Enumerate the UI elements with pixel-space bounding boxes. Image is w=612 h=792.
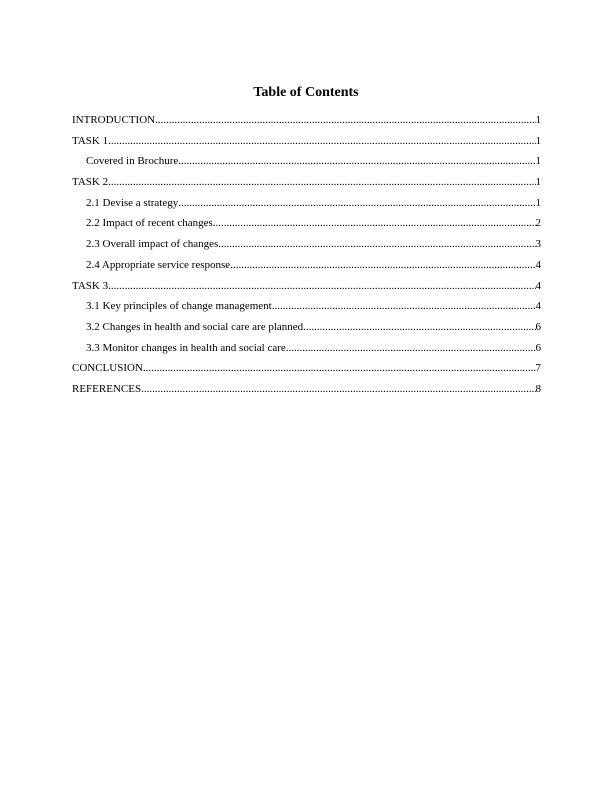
toc-entry-2-1[interactable] <box>72 196 541 217</box>
toc-dot-leader <box>108 175 535 189</box>
toc-entry-page-number: 1 <box>535 196 541 209</box>
toc-entry-conclusion[interactable] <box>72 361 541 382</box>
toc-entry-label: 3.3 Monitor changes in health and social care <box>86 341 286 354</box>
toc-entry-label: 3.1 Key principles of change management <box>86 300 272 313</box>
toc-dot-leader <box>178 196 535 210</box>
toc-dot-leader <box>141 382 535 396</box>
toc-entry-label: REFERENCES <box>72 382 142 395</box>
toc-entry-task-3[interactable] <box>72 279 541 300</box>
toc-entry-3-1[interactable] <box>72 299 541 320</box>
toc-dot-leader <box>178 154 535 168</box>
toc-entry-page-number: 4 <box>535 300 541 313</box>
toc-entry-2-3[interactable] <box>72 237 541 258</box>
toc-entry-page-number: 4 <box>535 258 541 271</box>
toc-entry-label: Covered in Brochure <box>86 155 179 168</box>
toc-entry-introduction[interactable] <box>72 113 541 134</box>
toc-entry-page-number: 1 <box>535 134 541 147</box>
toc-entry-task-2[interactable] <box>72 175 541 196</box>
toc-dot-leader <box>303 320 535 334</box>
toc-entry-label: 2.2 Impact of recent changes <box>86 217 213 230</box>
toc-dot-leader <box>143 361 536 375</box>
toc-dot-leader <box>108 279 535 293</box>
toc-entry-3-3[interactable] <box>72 341 541 362</box>
toc-entry-label: 3.2 Changes in health and social care are planned <box>86 320 304 333</box>
toc-dot-leader <box>230 258 535 272</box>
toc-title: Table of Contents <box>253 85 359 100</box>
toc-dot-leader <box>272 299 536 313</box>
toc-dot-leader <box>108 134 535 148</box>
toc-entry-page-number: 6 <box>535 320 541 333</box>
toc-entry-label: INTRODUCTION <box>72 114 156 126</box>
toc-entry-page-number: 7 <box>535 362 541 375</box>
toc-entry-label: TASK 2 <box>72 176 109 189</box>
toc-dot-leader <box>286 341 536 355</box>
toc-dot-leader <box>155 113 535 127</box>
toc-entry-2-2[interactable] <box>72 216 541 237</box>
toc-entry-page-number: 6 <box>535 341 541 354</box>
toc-entry-covered-in-brochure[interactable] <box>72 154 541 175</box>
toc-entry-label: 2.4 Appropriate service response <box>86 258 231 271</box>
toc-entry-page-number: 3 <box>535 238 541 251</box>
toc-entry-3-2[interactable] <box>72 320 541 341</box>
toc-entry-label: 2.1 Devise a strategy <box>86 196 179 209</box>
toc-dot-leader <box>213 216 536 230</box>
toc-dot-leader <box>218 237 535 251</box>
toc-entry-page-number: 4 <box>535 279 541 292</box>
toc-entry-label: CONCLUSION <box>72 362 143 375</box>
toc-entry-2-4[interactable] <box>72 258 541 279</box>
toc-entry-page-number: 2 <box>535 217 541 230</box>
toc-entry-page-number: 1 <box>535 155 541 168</box>
toc-entry-task-1[interactable] <box>72 134 541 155</box>
toc-entry-page-number: 1 <box>535 176 541 189</box>
toc-entry-label: 2.3 Overall impact of changes <box>86 238 219 251</box>
toc-entry-label: TASK 3 <box>72 279 109 292</box>
toc-entry-page-number: 1 <box>535 114 541 126</box>
toc-entry-page-number: 8 <box>535 382 541 395</box>
toc-entry-references[interactable] <box>72 382 541 403</box>
toc-list <box>72 113 541 403</box>
toc-entry-label: TASK 1 <box>72 134 109 147</box>
